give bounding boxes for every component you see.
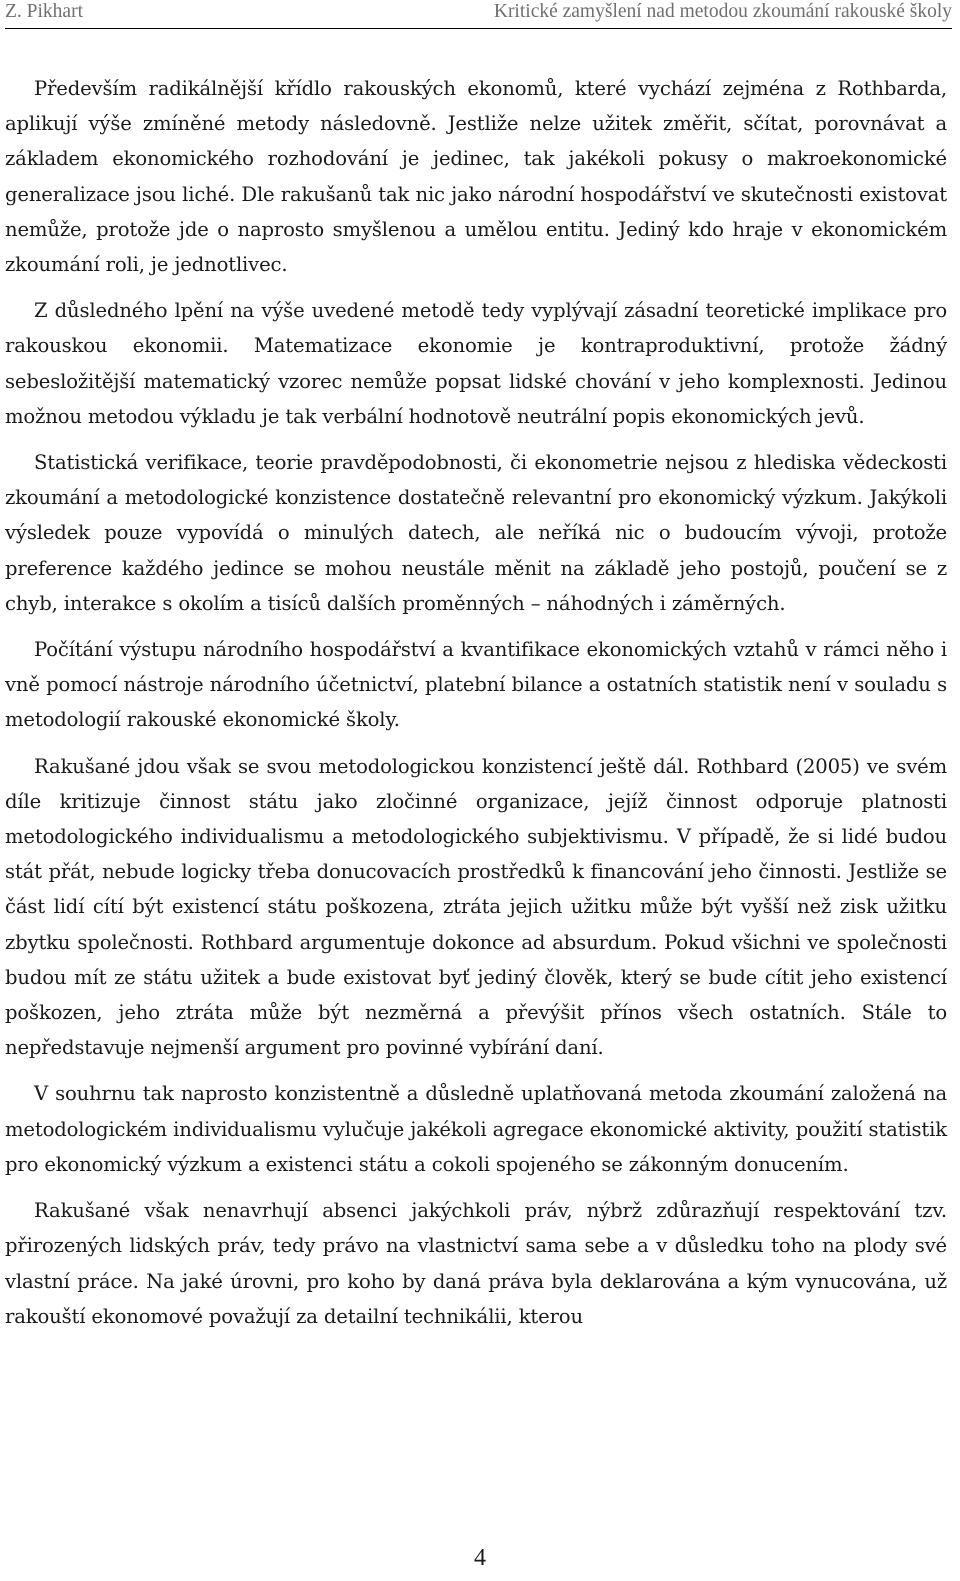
running-header	[5, 0, 952, 29]
paragraph-5: Rakušané jdou však se svou metodologickou konzistencí ještě dál. Rothbard (2005) ve svém díle kritizuje činnost státu jako zločinné organizace, jejíž činnost odporuje platnosti metodologického individualismu a metodologického subjektivismu. V případě, že si lidé budou stát přát, nebude logicky třeba donucovacích prostředků k financování jeho činnosti. Jestliže se část lidí cítí být existencí státu poškozena, ztráta jejich užitku může být vyšší než zisk užitku zbytku společnosti. Rothbard argumentuje dokonce ad absurdum. Pokud všichni ve společnosti budou mít ze státu užitek a bude existovat byť jediný člověk, který se bude cítit jeho existencí poškozen, jeho ztráta může být nezměrná a převýšit přínos všech ostatních. Stále to nepředstavuje nejmenší argument pro povinné vybírání daní.	[5, 754, 947, 1060]
body-text	[5, 71, 947, 1345]
paragraph-6: V souhrnu tak naprosto konzistentně a důsledně uplatňovaná metoda zkoumání založená na metodologickém individualismu vylučuje jakékoli agregace ekonomické aktivity, použití statistik pro ekonomický výzkum a existenci státu a cokoli spojeného se zákonným donucením.	[5, 1082, 947, 1176]
header-title: Kritické zamyšlení nad metodou zkoumání rakouské školy	[493, 1, 952, 22]
paragraph-3: Statistická verifikace, teorie pravděpodobnosti, či ekonometrie nejsou z hlediska vědeckosti zkoumání a metodologické konzistence dostatečně relevantní pro ekonomický výzkum. Jakýkoli výsledek pouze vypovídá o minulých datech, ale neříká nic o budoucím vývoji, protože preference každého jedince se mohou neustále měnit na základě jeho postojů, poučení se z chyb, interakce s okolím a tisíců dalších proměnných – náhodných i záměrných.	[5, 451, 947, 615]
paragraph-7: Rakušané však nenavrhují absenci jakýchkoli práv, nýbrž zdůrazňují respektování tzv. přirozených lidských práv, tedy právo na vlastnictví sama sebe a v důsledku toho na plody své vlastní práce. Na jaké úrovni, pro koho by daná práva byla deklarována a kým vynucována, už rakouští ekonomové považují za detailní technikálii, kterou	[5, 1199, 947, 1328]
header-author: Z. Pikhart	[5, 1, 83, 22]
paragraph-4: Počítání výstupu národního hospodářství a kvantifikace ekonomických vztahů v rámci něho i vně pomocí nástroje národního účetnictví, platební bilance a ostatních statistik není v souladu s metodologií rakouské ekonomické školy.	[5, 638, 947, 732]
paragraph-1: Především radikálnější křídlo rakouských ekonomů, které vychází zejména z Rothbarda, aplikují výše zmíněné metody následovně. Jestliže nelze užitek změřit, sčítat, porovnávat a základem ekonomického rozhodování je jedinec, tak jakékoli pokusy o makroekonomické generalizace jsou liché. Dle rakušanů tak nic jako národní hospodářství ve skutečnosti existovat nemůže, protože jde o naprosto smyšlenou a umělou entitu. Jediný kdo hraje v ekonomickém zkoumání roli, je jednotlivec.	[5, 77, 947, 277]
page-number: 4	[474, 1545, 486, 1571]
paragraph-2: Z důsledného lpění na výše uvedené metodě tedy vyplývají zásadní teoretické implikace pro rakouskou ekonomii. Matematizace ekonomie je kontraproduktivní, protože žádný sebesložitější matematický vzorec nemůže popsat lidské chování v jeho komplexnosti. Jedinou možnou metodou výkladu je tak verbální hodnotově neutrální popis ekonomických jevů.	[5, 299, 947, 428]
